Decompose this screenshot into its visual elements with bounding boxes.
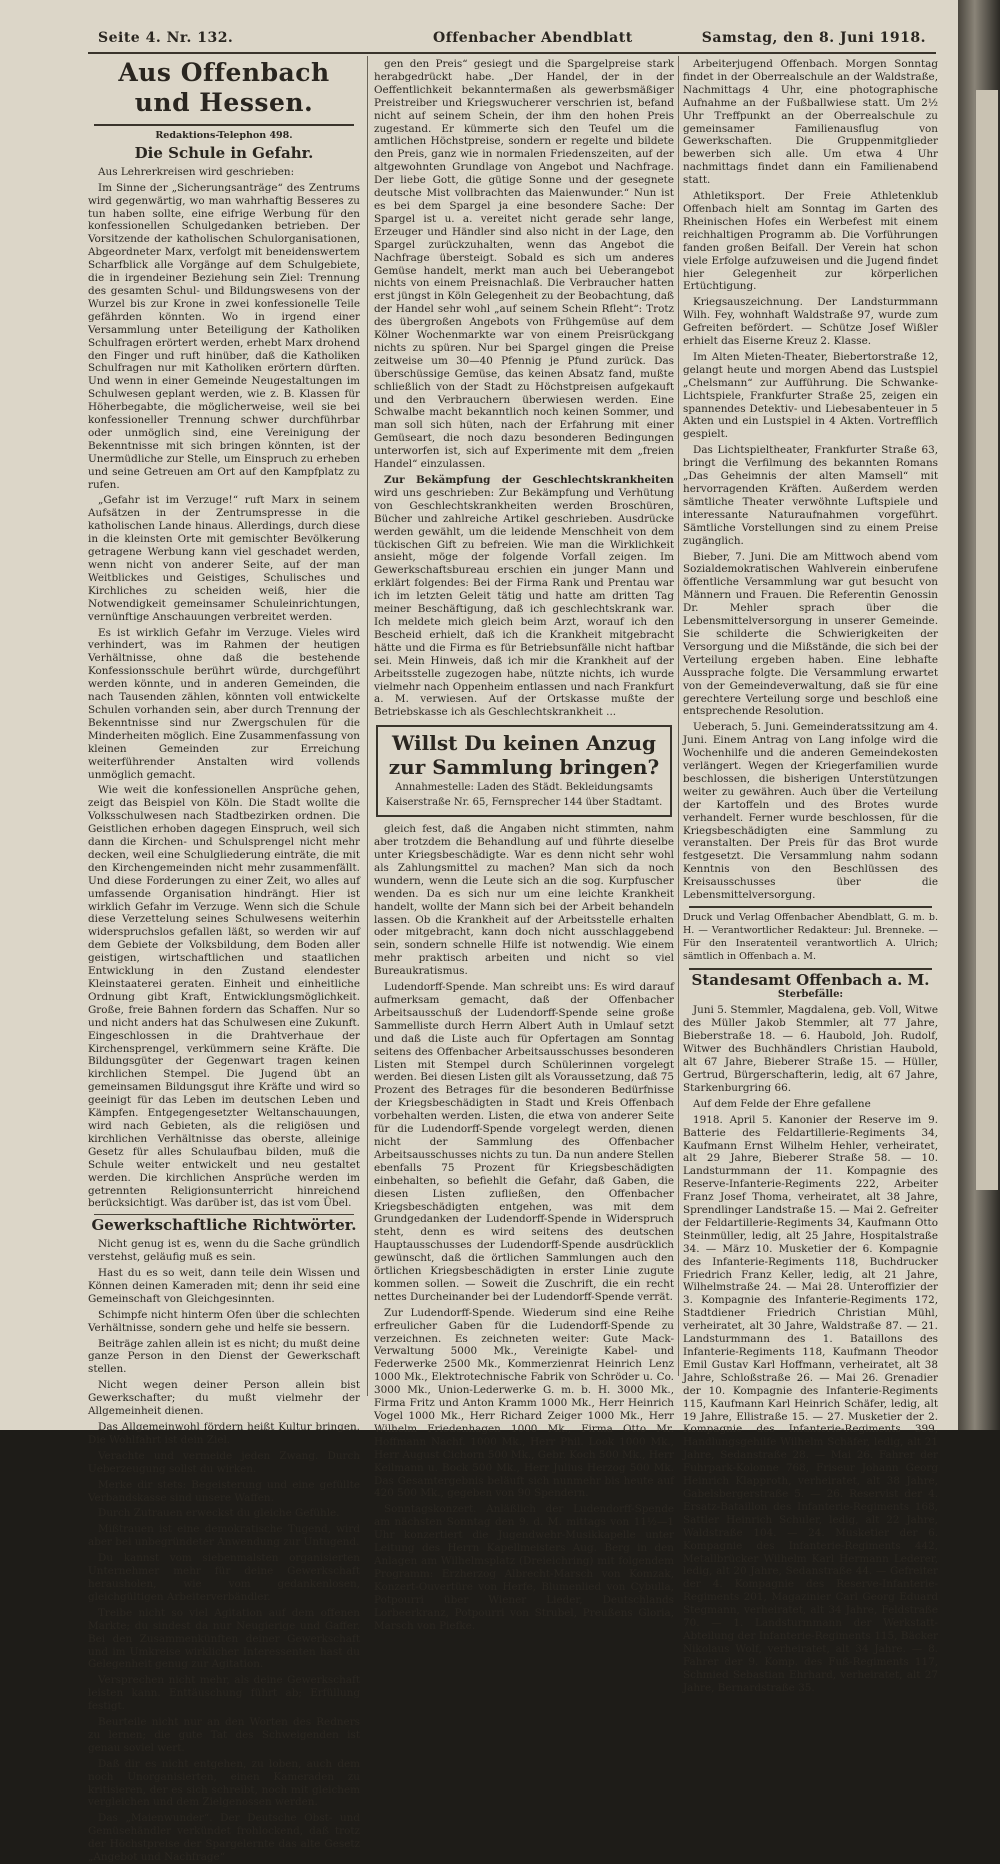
section-title: Aus Offenbach und Hessen. [118, 58, 330, 117]
page-number: Seite 4. Nr. 132. [98, 30, 234, 46]
ad-address-2: Kaiserstraße Nr. 65, Fernsprecher 144 über Stadtamt. [385, 797, 663, 809]
divider [689, 968, 932, 970]
column-2 [374, 58, 674, 1632]
paragraph: Aus Lehrerkreisen wird geschrieben: [98, 165, 295, 178]
book-binding-edge [958, 0, 1000, 1430]
divider [94, 1214, 354, 1215]
maxim: Durch Zutrauen erweckst du gleiche Gefühle. [98, 1507, 340, 1520]
news-item: Ueberach, 5. Juni. Gemeinderatssitzung am 4. Juni. Einem Antrag von Lang infolge wird die Wochenhilfe und die anderen Gemeindekosten verlängert. Wegen der Kriegerfamilien wurde beschlossen, die bisherigen Unterstützungen weiter zu gewähren. Auch über die Verteilung der Kartoffeln und des Brotes wurde verhandelt. Ferner wurde beschlossen, für die Kriegsbeschädigten eine Sammlung zu veranstalten. Der Preis für das Brot wurde festgesetzt. Die Versammlung nahm sodann Kenntnis von den Beschlüssen des Kreisausschusses über die Lebensmittelversorgung. [683, 721, 938, 902]
maxim: Hast du es so weit, dann teile dein Wissen und Können deinen Kameraden mit; denn ihr seid eine Gemeinschaft von Gleichgesinnten. [88, 1267, 360, 1305]
maxim: Treibe nicht so viel Agitation auf dem offenen Markte; du sindest da nur Neugierige und Gaffer. Bei den Zusammenkünften deiner Gewerkschaft und im Umkreise wirklicher Interessenten hast du Gelegenheit genug zur Agitation. [88, 1606, 360, 1671]
page-header [88, 30, 936, 52]
article-disease-text: wird uns geschrieben: Zur Bekämpfung und Verhütung von Geschlechtskrankheiten werden Broschüren, Bücher und zahlreiche Artikel geschrieben. Ausdrücke werden gewählt, um die leidende Menschheit von dem tückischen Gift zu befreien. Wie man die Wirklichkeit ansieht, möge der folgende Vorfall zeigen. Im Gewerkschaftsbureau erschien ein junger Mann und erklärt folgendes: Bei der Firma Rank und Prentau war ich im letzten Geleit tätig und hatte am dritten Tag meiner Beschäftigung, daß ich geschlechtskrank war. Ich meldete mich gleich beim Arzt, worauf ich den Bescheid erhielt, daß ich die Krankheit mitgebracht hätte und die Firma es für Betriebsunfälle nicht haftbar sei. Mein Hinweis, daß ich mir die Krankheit auf der Arbeitsstelle zugezogen habe, nützte nichts, ich wurde vielmehr nach Oppenheim entlassen und nach Frankfurt a. M. verwiesen. Auf der Ortskasse mußte der Betriebskasse ich als Geschlechtskrankheit ... [374, 486, 674, 719]
paragraph: Es ist wirklich Gefahr im Verzuge. Vieles wird verhindert, was im Rahmen der heutigen Verhältnisse, ohne daß die bestehende Konfessionsschule berührt würde, durchgeführt werden könnte, und in anderen Gemeinden, die nach Tausenden zählen, könnten voll entwickelte Schulen vorhanden sein, aber durch Trennung der Bekenntnisse sind nur Zwergschulen für die Minderheiten möglich. Eine Zusammenfassung von kleinen Gemeinden zur Erreichung weiterführender Anstalten wird vollends unmöglich gemacht. [88, 626, 360, 781]
adjacent-page-strip [976, 90, 998, 1190]
issue-date: Samstag, den 8. Juni 1918. [701, 30, 926, 46]
article-union-body [88, 1238, 360, 1864]
maxim: Du kannst vom siebenmalsten organisierten Unternehmer mehr für deine Gewerkschaft herausholen, wie vom gedankenlosen, gleichgültigen Arbeiterverbändler. [88, 1552, 360, 1603]
maxim: Nicht genug ist es, wenn du die Sache gründlich verstehst, geläufig muß es sein. [88, 1238, 360, 1264]
registry-entry: 1918. April 5. Kanonier der Reserve im 9. Batterie des Feldartillerie-Regiments 34, Kaufmann Ernst Wilhelm Hehler, verheiratet, alt 29 Jahre, Bieberer Straße 58. — 10. Landsturmmann der 11. Kompagnie des Reserve-Infanterie-Regiments 222, Arbeiter Franz Josef Thoma, verheiratet, alt 38 Jahre, Sprendlinger Landstraße 15. — Mai 2. Gefreiter der Feldartillerie-Regiments 34, Kaufmann Otto Steinmüller, ledig, alt 25 Jahre, Hospitalstraße 34. — März 10. Musketier der 6. Kompagnie des Infanterie-Regiments 118, Buchdrucker Friedrich Franz Keller, ledig, alt 21 Jahre, Wilhelmstraße 24. — Mai 28. Unteroffizier der 3. Kompagnie des Infanterie-Regiments 172, Stadtdiener Friedrich Christian Mühl, verheiratet, alt 30 Jahre, Waldstraße 87. — 21. Landsturmmann des 1. Bataillons des Infanterie-Regiments 118, Kaufmann Theodor Emil Gustav Karl Hoffmann, verheiratet, alt 38 Jahre, Schloßstraße 26. — Mai 26. Grenadier der 10. Kompagnie des Infanterie-Regiments 115, Kaufmann Karl Heinrich Schäfer, ledig, alt 19 Jahre, Ellistraße 15. — 27. Musketier der 2. Kompagnie des Infanterie-Regiments 399, Handlungsgehilfe Wilhelm Schäfer, ledig, alt 21 Jahre, Sedanstraße 28. — Mai 26. Fahrer der Fuhrpark-Kolonne 768, Friseur Johann Georg Heinrich Klapproth, verheiratet, alt 38 Jahre, Gabelsbergerstraße 5. — 26. Reservist der 4. Ersatz-Bataillon des Infanterie-Regiments 168, Sattler Heinrich Schuler, ledig, alt 22 Jahre, Waldstraße 104. — 24. Musketier der 6. Kompagnie des Infanterie-Regiments 442, Metallbrücker Wilhelm Karl Hermann Lederer, ledig, alt 20 Jahre, Sedanstraße 44. — Gefreiter der 4. Kompagnie des Reserve-Infanterie-Regiments 201, Magazinier Carl Georg Eduard Stegmann, verheiratet, alt 34 Jahre, Feldstraße 70. — 1. Landsturmmann der Werkstatt-Abteilung der Infanterie-Regiments 115, Bäcker Nikolaus Wolf, verheiratet, alt 34 Jahre. — 8. Fahrer der 9. Komp. des Fuß-Regiments 117, Schmied Sebastian Ehrhard, verheiratet, alt 27 Jahre, Bernardstraße 35. [683, 1113, 938, 1694]
maxim: Daß dir es nicht entgehen, zu loben, auch dem noch Unorganisierten, einen Kameraden zu kritisieren, der es sich schreibt, noch mit gleichem vergleichen und dem Zielgenossen werden. [88, 1757, 360, 1809]
maxim: Merke dir stets: Begeisterung und eine gefüllte Verbandskasse sind unsere Waffen. [88, 1478, 360, 1504]
column-3 [683, 58, 938, 1694]
column-1 [88, 58, 360, 1864]
ad-address-1: Annahmestelle: Laden des Städt. Bekleidungsamts [395, 782, 653, 794]
news-item: Arbeiterjugend Offenbach. Morgen Sonntag findet in der Oberrealschule an der Waldstraße, Nachmittags 4 Uhr, eine photographische Aufnahme an der Fußballwiese statt. Um 2½ Uhr Treffpunkt an der Oberrealschule zu gemeinsamer Familienausflug von Gewerkschaften. Die Gruppenmitglieder bewerben sich alle. Um etwa 4 Uhr nachmittags findet dann ein Familienabend statt. [683, 58, 938, 187]
article-school-body [88, 166, 360, 1211]
editorial-telephone: Redaktions-Telephon 498. [155, 130, 293, 141]
paragraph: Zur Ludendorff-Spende. Wiederum sind eine Reihe erfreulicher Gaben für die Ludendorff-Spende zu verzeichnen. Es zeichneten weiter: Gute Mack-Verwaltung 5000 Mk., Vereinigte Kabel- und Federwerke 2500 Mk., Kommerzienrat Heinrich Lenz 1000 Mk., Elektrotechnische Fabrik von Schröder u. Co. 3000 Mk., Union-Lederwerke G. m. b. H. 3000 Mk., Firma Fritz und Anton Kramm 1000 Mk., Herr Heinrich Vogel 1000 Mk., Herr Richard Zeiger 1000 Mk., Herr Wilhelm Friedenhagen 1000 Mk., Firma Otto Mr. Hoffmann Nachf. 1000 Mk., Herr Phil. Look 1000 Mk., Herr August Cichorn 500 Mk., Gebr. Koch 500 Mk., Herr Keilmann u. Bock 500 Mk., Herr Julius Herzog 500 Mk. Das Gesamtergebnis beläuft sich nunmehr bis heute auf 420 500 Mk., gegeben von 90 Spendern. [374, 1306, 674, 1500]
column-rule [678, 56, 679, 1376]
column-rule [367, 56, 368, 1396]
divider [94, 124, 354, 126]
news-item: Im Alten Mieten-Theater, Biebertorstraße 12, gelangt heute und morgen Abend das Lustspiel „Chelsmann“ zur Aufführung. Die Schwanke-Lichtspiele, Frankfurter Straße 25, zeigen ein spannendes Detektiv- und Liebesabenteuer in 5 Akten und ein Lustspiel in 4 Akten. Vortrefflich gespielt. [683, 350, 938, 441]
newspaper-title: Offenbacher Abendblatt [433, 30, 633, 46]
article-asparagus-body [374, 58, 674, 471]
paragraph: gleich fest, daß die Angaben nicht stimmten, nahm aber trotzdem die Behandlung auf und führte dieselbe unter Kriegsbeschädigte. War es denn nicht sehr wohl als Zahlungsmittel zu machen? Man sich da noch wundern, wenn die Leute sich an die sog. Kurpfuscher wenden. Da es sich nur um eine leichte Krankheit handelt, wollte der Mann sich bei der Arbeit behandeln lassen. Ob die Krankheit auf der Arbeitsstelle erhalten oder mitgebracht, kann doch nicht ausschlaggebend sein, sondern schnelle Hilfe ist notwendig. Wie einem mehr praktisch arbeiten und nicht so viel Bureaukratismus. [374, 823, 674, 978]
article-disease-title: Zur Bekämpfung der Geschlechtskrankheiten [384, 474, 674, 486]
maxim: Das „Maienwunder“. Der Deutsche Obst- und Gemüsehändler verkündet frohlockend, daß trotz der Höchstpreise der Spargelernte das alte Gesetz „Angebot und Nachfrage“ [88, 1812, 360, 1864]
paragraph: gen den Preis“ gesiegt und die Spargelpreise stark herabgedrückt habe. „Der Handel, der in der Oeffentlichkeit bekanntermaßen als gewerbsmäßiger Preistreiber und Kriegswucherer verschrien ist, befand nicht auf seinem Schein, der ihm den hohen Preis zugestand. Er kümmerte sich den Teufel um die amtlichen Höchstpreise, sondern er regelte und bildete den Preis, ganz wie in normalen Friedenszeiten, auf der altgewohnten Grundlage von Angebot und Nachfrage. Der liebe Gott, die gütige Sonne und der gesegnete deutsche Mist vollbrachten das Maienwunder.“ Nun ist es bei dem Spargel ja eine besondere Sache: Der Spargel ist u. a. vereitet nicht gerade sehr lange, Erzeuger und Händler sind also nicht in der Lage, den Spargel zurückzuhalten, wenn das Angebot die Nachfrage übersteigt. Sobald es sich um anderes Gemüse handelt, merkt man auch bei Ueberangebot nichts von einem Preisnachlaß. Die Verbraucher hatten erst jüngst in Köln Gelegenheit zu der Beobachtung, daß der Handel sehr wohl „auf seinem Schein Rfleht“: Trotz des übergroßen Angebots von Frühgemüse auf dem Kölner Wochenmarkte war von einem Preisrückgang nichts zu spüren. Nur bei Spargel gingen die Preise zeitweise um 30—40 Pfennig je Pfund zurück. Das überschüssige Gemüse, das keinen Absatz fand, mußte schließlich von der Stadt zu Höchstpreisen aufgekauft und den Verbrauchern überwiesen werden. Eine Schwalbe macht bekanntlich noch keinen Sommer, und man soll sich hüten, nach der Erfahrung mit einer Gemüseart, die noch dazu besonderen Bedingungen unterworfen ist, sich auf Experimente mit dem „freien Handel“ einzulassen. [374, 58, 674, 471]
article-ludendorff-body [374, 823, 674, 1632]
standesamt-title: Standesamt Offenbach a. M. [691, 970, 930, 989]
maxim: Beurteile nicht nur an den Worten des Redners zu lernen; die gute Tat des Schweigenden ist genau soviel wert. [88, 1716, 360, 1754]
maxim: Verachte und vermeide jeden Zwang. Durch Ueberzeugung sollst du wirken. [88, 1449, 360, 1475]
paragraph: Wie weit die konfessionellen Ansprüche gehen, zeigt das Beispiel von Köln. Die Stadt wollte die Volksschulwesen nach Stadtbezirken ordnen. Die Geistlichen erhoben dagegen Einspruch, weil sich dann die Kirchen- und Schulsprengel nicht mehr decken, weil eine Schulgliederung einträte, die mit den Kirchengemeinden nicht mehr zusammenfällt. Und diese Forderungen zu einer Zeit, wo alles auf umfassende Organisation hindrängt. Hier ist wirklich Gefahr im Verzuge. Wenn sich die Schule diese Verzettelung seines Schulwesens weiterhin widerspruchslos gefallen läßt, so werden wir auf dem Gebiete der Volksbildung, dem Boden aller geistigen, wirtschaftlichen und staatlichen Entwicklung in den Zustand elendester Kleinstaaterei geraten. Einheit und einheitliche Ordnung gibt Kraft, Entwicklungsmöglichkeit. Große, freie Bahnen fordern das Schaffen. Nur so und nicht anders hat das Schulwesen eine Zukunft. Eingeschlossen in die Drahtverhaue der Kirchensprengel, verkümmern seine Kräfte. Die Bildungsgüter der Gegenwart tragen keinen kirchlichen Stempel. Die Jugend übt an gemeinsamen Bildungsgut ihre Kräfte und wird so geeinigt für das Leben im deutschen Leben und Kämpfen. Entgegengesetzter Weltanschauungen, wird nach Gebieten, als die religiösen und kirchlichen Verhältnisse das oberste, alleinige Gesetz für alles Schulaufbau bilden, muß die Schule weiter entwickelt und neu gestaltet werden. Die kirchlichen Ansprüche werden im getrennten Religionsunterricht hinreichend berücksichtigt. Was darüber ist, das ist vom Übel. [88, 784, 360, 1210]
ad-headline-2: zur Sammlung bringen? [388, 755, 660, 780]
maxim: Versprechen nicht mehr, als deine Gewerkschaft leisten kann. Enttäuschung führt ab; Erfüllung festigt. [88, 1674, 360, 1713]
news-item: Athletiksport. Der Freie Athletenklub Offenbach hielt am Sonntag im Garten des Rheinischen Hofes ein Werbefest mit einem reichhaltigen Programm ab. Die Vorführungen fanden großen Beifall. Der Verein hat schon viele Erfolge aufzuweisen und die Jugend findet hier Gelegenheit zur körperlichen Ertüchtigung. [683, 190, 938, 293]
standesamt-body [683, 1004, 938, 1694]
paragraph: „Gefahr ist im Verzuge!“ ruft Marx in seinem Aufsätzen in der Zentrumspresse in die katholischen Lande hinaus. Allerdings, durch diese in die kleinsten Orte mit gemischter Bevölkerung getragene Werbung kann viel geschadet werden, wenn nicht von anderer Seite, auf der man Weitblickes und Geistiges, Schulisches und Kirchliches zu scheiden weiß, hier die Notwendigkeit gemeinsamer Schuleinrichtungen, vernünftige Anschauungen verbreitet werden. [88, 494, 360, 623]
news-item: Kriegsauszeichnung. Der Landsturmmann Wilh. Fey, wohnhaft Waldstraße 97, wurde zum Gefreiten befördert. — Schütze Josef Wißler erhielt das Eiserne Kreuz 2. Klasse. [683, 296, 938, 348]
divider [689, 906, 932, 908]
maxim: Nicht wegen deiner Person allein bist Gewerkschafter; du mußt vielmehr der Allgemeinheit dienen. [88, 1379, 360, 1418]
maxim: Mißtrauen ist eine demokratische Tugend, wird aber bei unbegründeter Anwendung zur Untugend. [88, 1523, 360, 1549]
imprint: Druck und Verlag Offenbacher Abendblatt, G. m. b. H. — Verantwortlicher Redakteur: Jul. Brenneke. — Für den Inseratenteil verantwortlich A. Ulrich; sämtlich in Offenbach a. M. [683, 912, 938, 962]
article-title-school: Die Schule in Gefahr. [134, 143, 314, 162]
ad-headline-1: Willst Du keinen Anzug [391, 731, 657, 756]
paragraph: Sonntagskonzert. Anläßlich der Ludendorff-Spende am nächsten Sonntag den 9. d. M. mittags von 11½—1 Uhr konzertiert die Jugendwehr-Musikkapelle unter Leitung des Herrn Kapellmeisters Aug. Berg in den Anlagen am Wilhelmsplatz (Dreieichring) mit folgendem Programm: Erzherzog Albrecht-Marsch von Komzak, Konzert-Ouvertüre von Herfe, Blumenlied von Cybulla, Potpourri über Wiener Lieder, Deutschlands Lorbeerkranz, Potpourri von Strubel, Preußens Gloria, Marsch von Piefke. [374, 1503, 674, 1632]
registry-entry: Juni 5. Stemmler, Magdalena, geb. Voll, Witwe des Müller Jakob Stemmler, alt 77 Jahre, Bieberstraße 18. — 6. Haubold, Joh. Rudolf, Witwer des Buchhändlers Christian Haubold, alt 67 Jahre, Bieberer Straße 15. — Hüller, Gertrud, Bürgerschafterin, ledig, alt 67 Jahre, Starkenburgring 66. [683, 1004, 938, 1094]
news-item: Bieber, 7. Juni. Die am Mittwoch abend vom Sozialdemokratischen Wahlverein einberufene öffentliche Versammlung war gut besucht von Männern und Frauen. Die Referentin Genossin Dr. Mehler sprach über die Lebensmittelversorgung in unserer Gemeinde. Sie schilderte die Schwierigkeiten der Versorgung und die Mißstände, die sich bei der Verteilung ergeben haben. Eine lebhafte Aussprache folgte. Die Versammlung erwartet von der Gemeindeverwaltung, daß sie für eine gerechtere Verteilung sorge und beschloß eine entsprechende Resolution. [683, 550, 938, 718]
paragraph: Im Sinne der „Sicherungsanträge“ des Zentrums wird gegenwärtig, wo man wahrhaftig Besseres zu tun haben sollte, eine eifrige Werbung für den konfessionellen Schulgedanken betrieben. Der Vorsitzende der katholischen Schulorganisationen, Abgeordneter Marx, verfolgt mit beneidenswertem Scharfblick alle Vorgänge auf dem Schulgebiete, die in irgendeiner Beziehung sein Ziel: Trennung des gesamten Schul- und Bildungswesens von der Wurzel bis zur Krone in zwei konfessionelle Teile gefährden könnten. Wo in irgend einer Versammlung unter Beteiligung der Katholiken Schulfragen erörtert werden, erhebt Marx drohend den Finger und ruft hinüber, daß die Katholiken Schulfragen nur mit Katholiken erörtern dürften. Und wenn in einer Gemeinde Neugestaltungen im Schulwesen geplant werden, wie z. B. Klassen für Höherbegabte, die möglicherweise, weil sie bei konfessioneller Trennung schwer durchführbar oder unmöglich sind, eine Vereinigung der Bekenntnisse mit sich bringen könnten, ist der Unermüdliche zur Stelle, um Einspruch zu erheben und seine Getreuen am Ort auf den Kampfplatz zu rufen. [88, 181, 360, 491]
local-news-body [683, 58, 938, 902]
registry-entry: Auf dem Felde der Ehre gefallene [693, 1097, 871, 1110]
maxim: Beiträge zahlen allein ist es nicht; du mußt deine ganze Person in den Dienst der Gewerkschaft stellen. [88, 1337, 360, 1376]
paragraph: Ludendorff-Spende. Man schreibt uns: Es wird darauf aufmerksam gemacht, daß der Offenbacher Arbeitsausschuß der Ludendorff-Spende seine große Sammelliste durch Herrn Albert Auth in Umlauf setzt und daß die Liste auch für Opfertagen am Sonntag seitens des Offenbacher Arbeitsausschusses besonderen Listen mit Stempel durch Schülerinnen vorgelegt werden. Bei diesen Listen gilt als Voraussetzung, daß 75 Prozent des Betrages für die besonderen Bedürfnisse der Kriegsbeschädigten in Stadt und Kreis Offenbach vorbehalten werden. Listen, die etwa von anderer Seite für die Ludendorff-Spende vorgelegt werden, dienen nicht der Sammlung des Offenbacher Arbeitsausschusses nichts zu tun. Da nun andere Stellen ebenfalls 75 Prozent für Kriegsbeschädigten einbehalten, so befiehlt die Gefahr, daß Gaben, die diesen Listen zufließen, den Offenbacher Kriegsbeschädigten entgehen, was mit dem Grundgedanken der Ludendorff-Spende in Widerspruch steht, denn es wird seitens des deutschen Hauptausschusses der Ludendorff-Spende ausdrücklich gewünscht, daß die örtlichen Sammlungen auch den örtlichen Kriegsbeschädigten in erster Linie zugute kommen sollen. — Soweit die Zuschrift, die ein recht nettes Durcheinander bei der Ludendorff-Spende verrät. [374, 981, 674, 1303]
clothing-collection-ad [376, 725, 672, 817]
header-rule [88, 52, 936, 54]
article-title-union: Gewerkschaftliche Richtwörter. [91, 1216, 357, 1235]
article-disease [374, 474, 674, 719]
standesamt-subtitle: Sterbefälle: [777, 988, 844, 1000]
maxim: Das Allgemeinwohl fördern heißt Kultur bringen. Die Wohlfahrt ist dein Ziel. [88, 1421, 360, 1446]
maxim: Schimpfe nicht hinterm Ofen über die schlechten Verhältnisse, sondern gehe und helfe sie bessern. [88, 1308, 360, 1334]
news-item: Das Lichtspieltheater, Frankfurter Straße 63, bringt die Verfilmung des bekannten Romans „Das Geheimnis der alten Mamsell“ mit hervorragenden Kräften. Außerdem werden sämtliche Theater verwöhnte Luftspiele und interessante Naturaufnahmen vorgeführt. Sämtliche Vorstellungen sind zu einem Preise zugänglich. [683, 444, 938, 547]
